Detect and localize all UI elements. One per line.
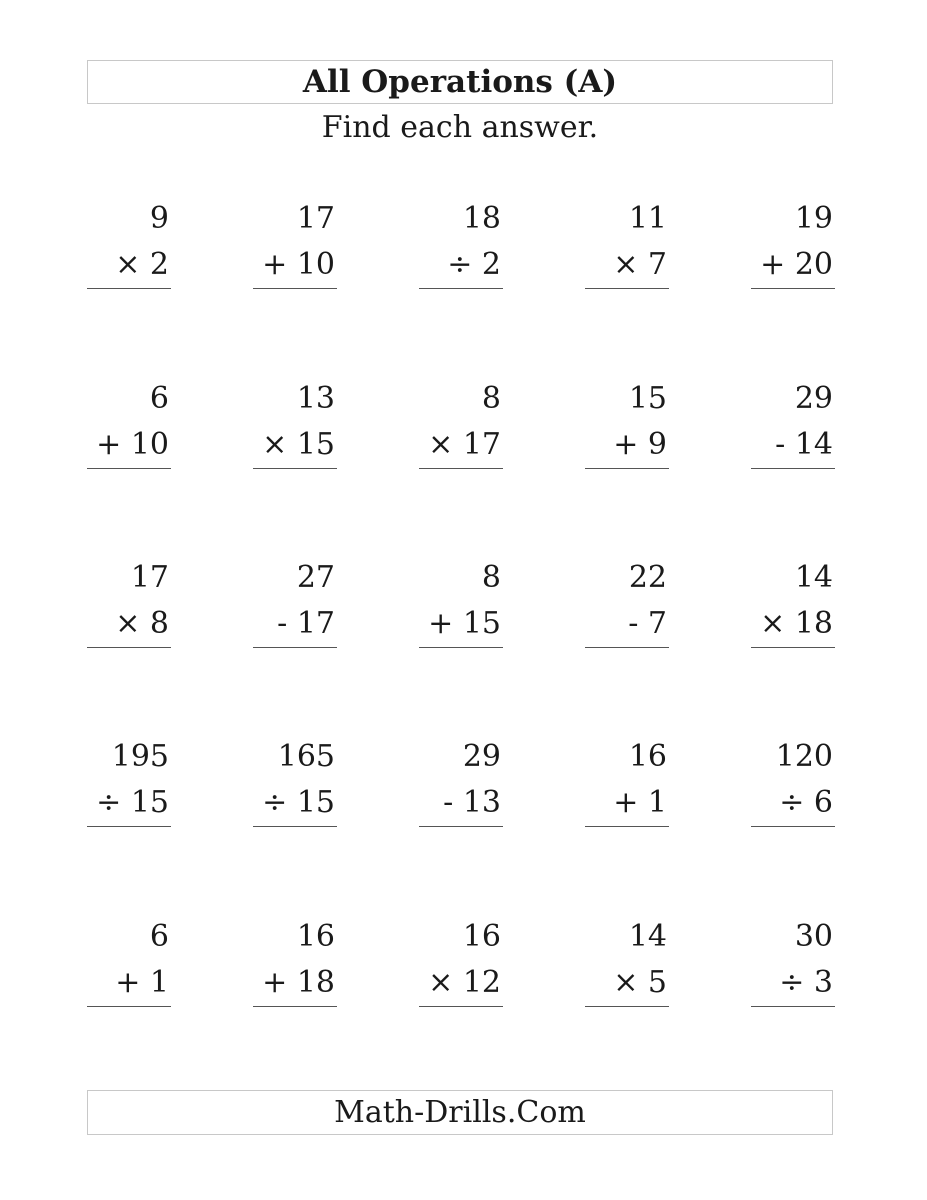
problem-25 bbox=[751, 914, 835, 1007]
problem-operator-operand: × 17 bbox=[419, 422, 503, 469]
problem-20 bbox=[751, 734, 835, 827]
problem-top-number: 17 bbox=[296, 201, 335, 236]
problem-top-number: 16 bbox=[462, 919, 501, 954]
problem-22 bbox=[253, 914, 337, 1007]
problem-top-number: 13 bbox=[296, 381, 335, 416]
problem-operator-operand: ÷ 6 bbox=[751, 780, 835, 827]
problem-12 bbox=[253, 555, 337, 648]
problem-9 bbox=[585, 376, 669, 469]
problem-top-number: 16 bbox=[628, 739, 667, 774]
problem-operator-operand: × 2 bbox=[87, 242, 171, 289]
problem-operator-operand: ÷ 15 bbox=[87, 780, 171, 827]
problem-operator-operand: + 15 bbox=[419, 601, 503, 648]
problem-top-number: 11 bbox=[628, 201, 667, 236]
problem-17 bbox=[253, 734, 337, 827]
problem-operator-operand: + 9 bbox=[585, 422, 669, 469]
problem-top-number: 29 bbox=[794, 381, 833, 416]
problem-24 bbox=[585, 914, 669, 1007]
problem-operator-operand: + 1 bbox=[585, 780, 669, 827]
problem-top-number: 27 bbox=[296, 560, 335, 595]
problem-operator-operand: ÷ 3 bbox=[751, 960, 835, 1007]
problem-2 bbox=[253, 196, 337, 289]
problem-top-number: 6 bbox=[149, 381, 169, 416]
problem-operator-operand: + 1 bbox=[87, 960, 171, 1007]
problem-top-number: 18 bbox=[462, 201, 501, 236]
problem-operator-operand: × 15 bbox=[253, 422, 337, 469]
problem-19 bbox=[585, 734, 669, 827]
problem-operator-operand: + 10 bbox=[87, 422, 171, 469]
problem-operator-operand: - 7 bbox=[585, 601, 669, 648]
problem-7 bbox=[253, 376, 337, 469]
problem-5 bbox=[751, 196, 835, 289]
problem-top-number: 17 bbox=[130, 560, 169, 595]
problem-top-number: 195 bbox=[111, 739, 169, 774]
problem-top-number: 22 bbox=[628, 560, 667, 595]
problem-6 bbox=[87, 376, 171, 469]
problem-top-number: 9 bbox=[149, 201, 169, 236]
problem-14 bbox=[585, 555, 669, 648]
problem-operator-operand: ÷ 15 bbox=[253, 780, 337, 827]
problem-top-number: 14 bbox=[794, 560, 833, 595]
worksheet-instructions: Find each answer. bbox=[321, 110, 599, 145]
problem-4 bbox=[585, 196, 669, 289]
problem-top-number: 16 bbox=[296, 919, 335, 954]
problem-18 bbox=[419, 734, 503, 827]
worksheet-title: All Operations (A) bbox=[87, 60, 833, 104]
problem-operator-operand: - 17 bbox=[253, 601, 337, 648]
problem-16 bbox=[87, 734, 171, 827]
problem-operator-operand: + 10 bbox=[253, 242, 337, 289]
problem-operator-operand: ÷ 2 bbox=[419, 242, 503, 289]
problem-operator-operand: × 8 bbox=[87, 601, 171, 648]
problem-13 bbox=[419, 555, 503, 648]
problem-top-number: 15 bbox=[628, 381, 667, 416]
problem-operator-operand: + 20 bbox=[751, 242, 835, 289]
problem-operator-operand: - 14 bbox=[751, 422, 835, 469]
problem-operator-operand: + 18 bbox=[253, 960, 337, 1007]
problem-top-number: 29 bbox=[462, 739, 501, 774]
problem-operator-operand: × 7 bbox=[585, 242, 669, 289]
problem-10 bbox=[751, 376, 835, 469]
problem-operator-operand: × 5 bbox=[585, 960, 669, 1007]
problem-3 bbox=[419, 196, 503, 289]
problem-21 bbox=[87, 914, 171, 1007]
problem-operator-operand: - 13 bbox=[419, 780, 503, 827]
problem-top-number: 120 bbox=[775, 739, 833, 774]
problem-11 bbox=[87, 555, 171, 648]
footer-site-name: Math-Drills.Com bbox=[87, 1090, 833, 1135]
problem-operator-operand: × 18 bbox=[751, 601, 835, 648]
problem-15 bbox=[751, 555, 835, 648]
problem-8 bbox=[419, 376, 503, 469]
problem-23 bbox=[419, 914, 503, 1007]
problem-top-number: 19 bbox=[794, 201, 833, 236]
problem-1 bbox=[87, 196, 171, 289]
problem-top-number: 8 bbox=[481, 381, 501, 416]
problem-top-number: 6 bbox=[149, 919, 169, 954]
problem-top-number: 165 bbox=[277, 739, 335, 774]
problem-operator-operand: × 12 bbox=[419, 960, 503, 1007]
problem-top-number: 14 bbox=[628, 919, 667, 954]
problem-top-number: 8 bbox=[481, 560, 501, 595]
problem-top-number: 30 bbox=[794, 919, 833, 954]
